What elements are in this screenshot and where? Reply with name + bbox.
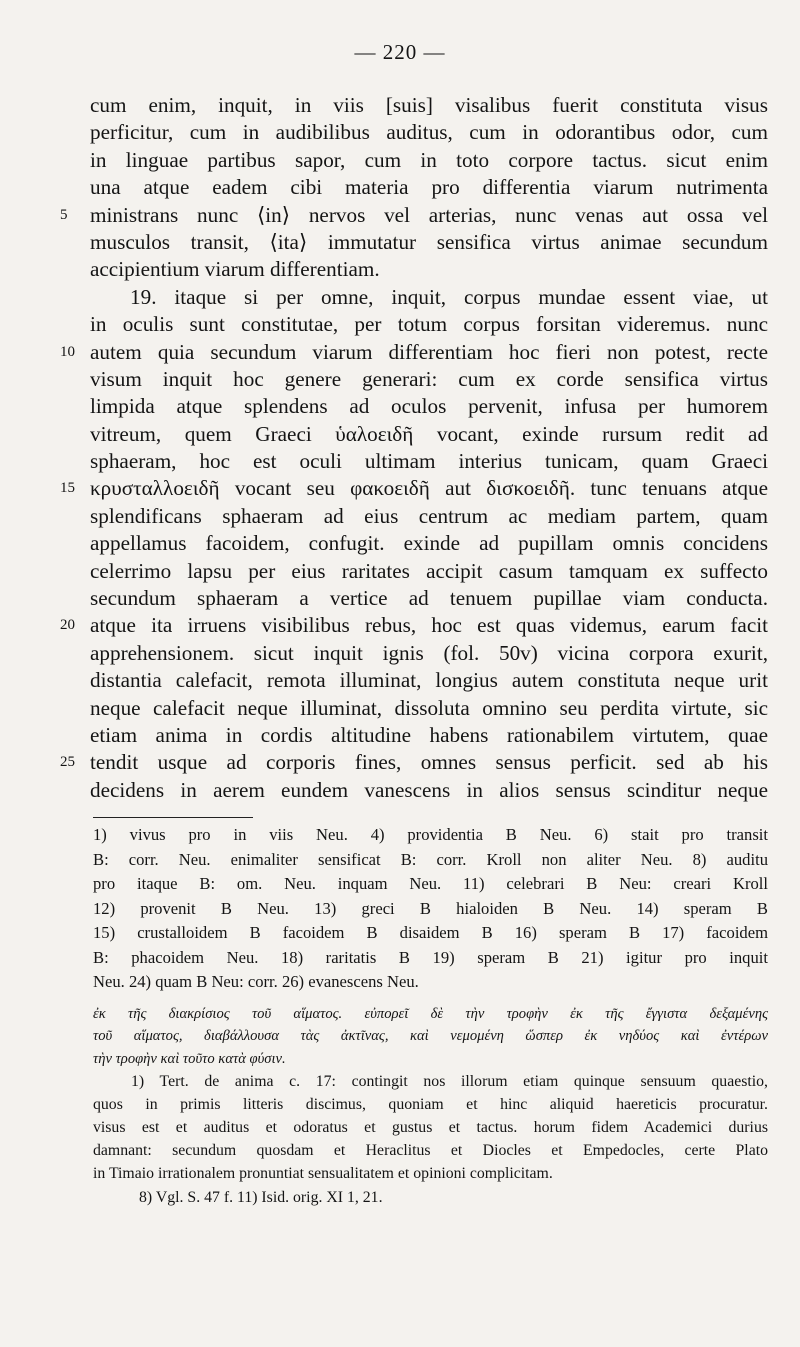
text-line: [90, 722, 768, 749]
line-text: etiam anima in cordis altitudine habens rationabilem virtutem, quae: [90, 722, 768, 747]
line-text: vitreum, quem Graeci ὑαλοειδῆ vocant, exinde rursum redit ad: [90, 421, 768, 446]
line-text: atque ita irruens visibilibus rebus, hoc est quas videmus, earum facit: [90, 613, 768, 638]
text-line: [90, 640, 768, 667]
text-line: [90, 448, 768, 475]
text-line: [60, 612, 768, 639]
line-text: 19. itaque si per omne, inquit, corpus mundae essent viae, ut: [130, 284, 768, 309]
line-number: 5: [60, 206, 68, 223]
apparatus-line: B: phacoidem Neu. 18) raritatis B 19) speram B 21) igitur pro inquit: [93, 947, 768, 967]
line-text: musculos transit, ⟨ita⟩ immutatur sensifica virtus animae secundum: [90, 229, 768, 254]
text-line: [90, 366, 768, 393]
line-text: appellamus facoidem, confugit. exinde ad pupillam omnis concidens: [90, 531, 768, 556]
text-line: [60, 202, 768, 229]
source-note-line: damnant: secundum quosdam et Heraclitus et Diocles et Empedocles, certe Plato: [93, 1142, 768, 1160]
line-text: limpida atque splendens ad oculos pervenit, infusa per humorem: [90, 394, 768, 419]
line-text: autem quia secundum viarum differentiam hoc fieri non potest, recte: [90, 339, 768, 364]
text-line: [90, 147, 768, 174]
text-line: [90, 421, 768, 448]
line-text: sphaeram, hoc est oculi ultimam interius tunicam, quam Graeci: [90, 449, 768, 474]
text-line: [90, 777, 768, 804]
text-line: [90, 119, 768, 146]
text-line: [60, 749, 768, 776]
text-line: [60, 339, 768, 366]
text-line: [90, 393, 768, 420]
apparatus-line: 1) vivus pro in viis Neu. 4) providentia B Neu. 6) stait pro transit: [93, 825, 768, 844]
line-text: secundum sphaeram a vertice ad tenuem pupillae viam conducta.: [90, 586, 768, 611]
line-text: neque calefacit neque illuminat, dissoluta omnino seu perdita virtute, sic: [90, 695, 768, 720]
line-text: decidens in aerem eundem vanescens in alios sensus scinditur neque: [90, 777, 768, 802]
line-text: distantia calefacit, remota illuminat, longius autem constituta neque urit: [90, 668, 768, 693]
text-line: [90, 667, 768, 694]
source-note-line: visus est et auditus et odoratus et gustus et tactus. horum fidem Academici durius: [93, 1119, 768, 1137]
page-number: — 220 —: [354, 40, 446, 64]
line-text: perficitur, cum in audibilibus auditus, cum in odorantibus odor, cum: [90, 120, 768, 145]
critical-apparatus: [93, 823, 768, 995]
line-text: κρυσταλλοειδῆ vocant seu φακοειδῆ aut δισκοειδῆ. tunc tenuans atque: [90, 476, 768, 501]
text-line: [90, 174, 768, 201]
line-number: 20: [60, 617, 75, 634]
text-line: [90, 585, 768, 612]
line-text: in oculis sunt constitutae, per totum corpus forsitan videremus. nunc: [90, 312, 768, 337]
line-number: 15: [60, 480, 75, 497]
footnote-rule: [93, 817, 253, 818]
text-line: [90, 284, 768, 311]
source-note-line: in Timaio irrationalem pronuntiat sensualitatem et opinioni complicitam.: [93, 1165, 553, 1183]
text-line: [90, 530, 768, 557]
text-line: [90, 311, 768, 338]
reference-line: 8) Vgl. S. 47 f. 11) Isid. orig. XI 1, 21.: [139, 1189, 383, 1207]
apparatus-line: Neu. 24) quam B Neu: corr. 26) evanescens Neu.: [93, 972, 419, 991]
main-text: [60, 92, 768, 804]
greek-note-line: τὴν τροφὴν καὶ τοῦτο κατὰ φύσιν.: [93, 1050, 286, 1067]
line-text: tendit usque ad corporis fines, omnes sensus perficit. sed ab his: [90, 750, 768, 775]
text-line: [60, 475, 768, 502]
apparatus-line: 12) provenit B Neu. 13) greci B hialoiden B Neu. 14) speram B: [93, 898, 768, 918]
apparatus-line: pro itaque B: om. Neu. inquam Neu. 11) celebrari B Neu: creari Kroll: [93, 874, 768, 893]
line-text: visum inquit hoc genere generari: cum ex corde sensifica virtus: [90, 366, 768, 391]
text-line: [90, 92, 768, 119]
line-text: apprehensionem. sicut inquit ignis (fol. 50v) vicina corpora exurit,: [90, 640, 768, 665]
greek-note-line: ἐκ τῆς διακρίσιος τοῦ αἵματος. εὐπορεῖ δὲ τὴν τροφὴν ἐκ τῆς ἔγγιστα δεξαμένης: [93, 1006, 768, 1022]
source-notes: [93, 1070, 768, 1210]
text-line: [90, 695, 768, 722]
apparatus-line: 15) crustalloidem B facoidem B disaidem B 16) speram B 17) facoidem: [93, 923, 768, 942]
text-line: [90, 229, 768, 256]
apparatus-line: B: corr. Neu. enimaliter sensificat B: corr. Kroll non aliter Neu. 8) auditu: [93, 849, 768, 869]
text-line: [90, 558, 768, 585]
line-number: 10: [60, 343, 75, 360]
greek-note-line: τοῦ αἵματος, διαβάλλουσα τὰς ἀκτῖνας, καὶ νεμομένη ὥσπερ ἐκ νηδύος καὶ ἐντέρων: [93, 1028, 768, 1045]
line-text: splendificans sphaeram ad eius centrum ac mediam partem, quam: [90, 503, 768, 528]
source-note-line: 1) Tert. de anima c. 17: contingit nos illorum etiam quinque sensuum quaestio,: [131, 1073, 768, 1090]
text-line: [90, 256, 768, 283]
line-text: ministrans nunc ⟨in⟩ nervos vel arterias, nunc venas aut ossa vel: [90, 202, 768, 227]
greek-source-notes: [93, 1003, 768, 1070]
line-text: celerrimo lapsu per eius raritates accipit casum tamquam ex suffecto: [90, 558, 768, 583]
text-line: [90, 503, 768, 530]
source-note-line: quos in primis litteris discimus, quoniam et hinc aliquid haereticis procuratur.: [93, 1096, 768, 1114]
line-text: una atque eadem cibi materia pro differentia viarum nutrimenta: [90, 175, 768, 200]
line-number: 25: [60, 754, 75, 771]
line-text: cum enim, inquit, in viis [suis] visalibus fuerit constituta visus: [90, 93, 768, 117]
line-text: accipientium viarum differentiam.: [90, 257, 380, 282]
line-text: in linguae partibus sapor, cum in toto corpore tactus. sicut enim: [90, 147, 768, 172]
